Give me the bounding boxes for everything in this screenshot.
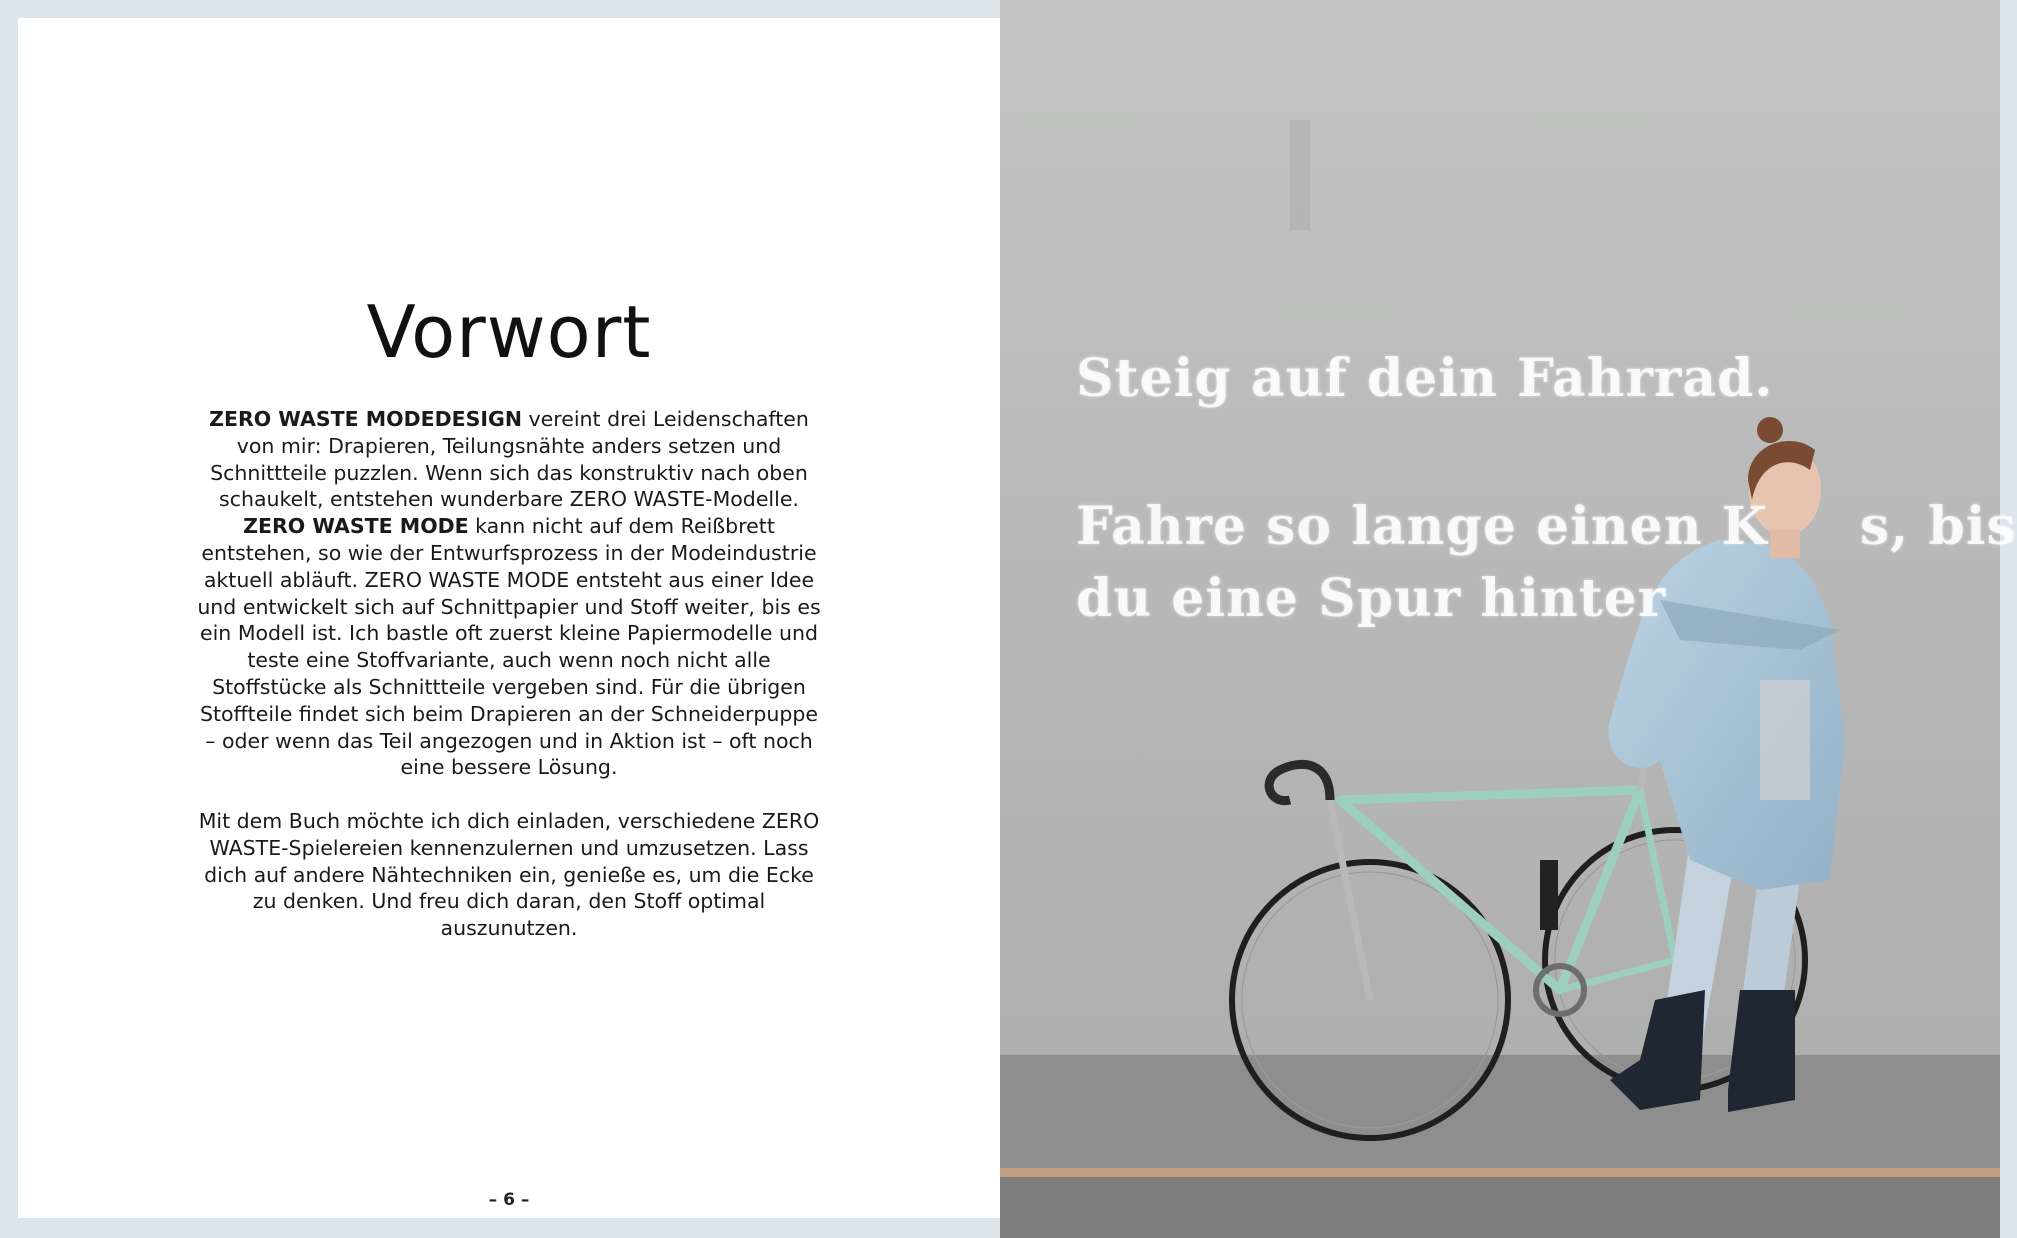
curb-stripe bbox=[1000, 1168, 2000, 1177]
left-page bbox=[18, 18, 1000, 1218]
hair-bun bbox=[1757, 417, 1783, 443]
paragraph-1-part-1: vereint drei Leidenschaften von mir: Drapieren, Teilungsnähte anders setzen und Schnittteile puzzlen. Wenn sich das konstruktiv nach oben schaukelt, entstehen wunderbare ZERO WASTE-Modelle. bbox=[210, 407, 809, 512]
bottle-cage bbox=[1540, 860, 1558, 930]
wall-stain bbox=[1290, 120, 1310, 230]
sidewalk bbox=[1000, 1055, 2000, 1175]
page-title: Vorwort bbox=[366, 290, 652, 374]
wall-text-line-2-end: s, bis bbox=[1859, 496, 2017, 557]
foreword-text bbox=[193, 406, 825, 969]
right-page bbox=[1000, 0, 2017, 1238]
right-boot bbox=[1728, 990, 1795, 1112]
paragraph-2: Mit dem Buch möchte ich dich einladen, verschiedene ZERO WASTE-Spielereien kennenzulernen und umzusetzen. Lass dich auf andere Nähtechniken ein, genieße es, um die Ecke zu denken. Und freu dich daran, den Stoff optimal auszunutzen. bbox=[198, 808, 820, 941]
wall-text-line-2-start: Fahre so lange einen K bbox=[1076, 496, 1768, 557]
page-number: – 6 – bbox=[488, 1190, 530, 1210]
wall-text-line-1: Steig auf dein Fahrrad. bbox=[1076, 348, 1774, 409]
paragraph-1 bbox=[193, 406, 825, 781]
street bbox=[1000, 1177, 2000, 1238]
wall-text-line-2 bbox=[1076, 496, 2017, 557]
paragraph-1-part-2: kann nicht auf dem Reißbrett entstehen, so wie der Entwurfsprozess in der Modeindustrie aktuell abläuft. ZERO WASTE MODE entsteht aus einer Idee und entwickelt sich auf Schnittpapier und Stoff weiter, bis es ein Modell ist. Ich bastle oft zuerst kleine Papiermodelle und teste eine Stoffvariante, auch wenn noch nicht alle Stoffstücke als Schnittteile vergeben sind. Für die übrigen Stoffteile findet sich beim Drapieren an der Schneiderpuppe – oder wenn das Teil angezogen und in Aktion ist – oft noch eine bessere Lösung. bbox=[197, 514, 821, 780]
wall-text-line-3: du eine Spur hinter bbox=[1076, 568, 1667, 629]
emphasis-2: ZERO WASTE MODE bbox=[243, 514, 469, 539]
emphasis-1: ZERO WASTE MODEDESIGN bbox=[209, 407, 522, 431]
